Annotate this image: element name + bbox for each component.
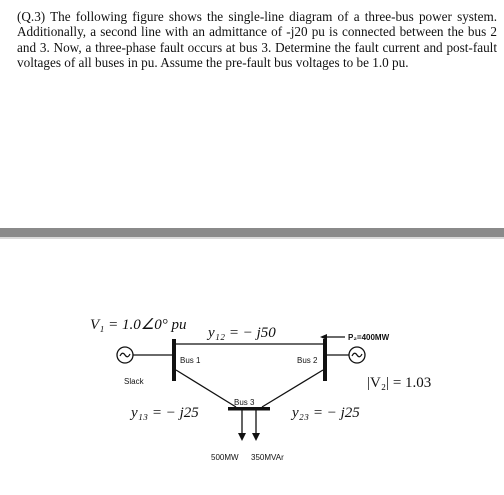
bus2-bar bbox=[323, 339, 327, 381]
y23-label: y₂₃ = − j25 bbox=[292, 405, 360, 421]
generator-bus2-icon bbox=[326, 347, 365, 363]
v2-magnitude-label: |V₂| = 1.03 bbox=[367, 375, 432, 391]
question-text: (Q.3) The following figure shows the single-line diagram of a three-bus power system. Additionally, a second line with an admittance of -j20 pu is connected between the bus 2 and 3. Now, a three-phase fault occurs at bus 3. Determine the fault current and post-fault voltages of all buses in pu. Assume the pre-fault bus voltages to be 1.0 pu. bbox=[17, 9, 497, 71]
separator-bar bbox=[0, 228, 504, 237]
line-2-3 bbox=[262, 370, 323, 407]
bus3-bar bbox=[228, 407, 270, 411]
load-p-label: 500MW bbox=[211, 453, 239, 462]
v1-label: V₁ = 1.0∠0° pu bbox=[90, 317, 187, 333]
single-line-diagram bbox=[0, 239, 504, 495]
line-1-3 bbox=[176, 370, 236, 407]
p2-label: P₂=400MW bbox=[348, 333, 390, 342]
bus1-bar bbox=[172, 339, 176, 381]
bus3-label: Bus 3 bbox=[234, 398, 255, 407]
bus1-label: Bus 1 bbox=[180, 356, 201, 365]
load-bus3-icon bbox=[238, 411, 260, 442]
generator-bus1-icon bbox=[117, 347, 174, 363]
y13-label: y₁₃ = − j25 bbox=[131, 405, 199, 421]
slack-label: Slack bbox=[124, 377, 144, 386]
bus2-label: Bus 2 bbox=[297, 356, 318, 365]
y12-label: y₁₂ = − j50 bbox=[208, 325, 276, 341]
load-q-label: 350MVAr bbox=[251, 453, 284, 462]
